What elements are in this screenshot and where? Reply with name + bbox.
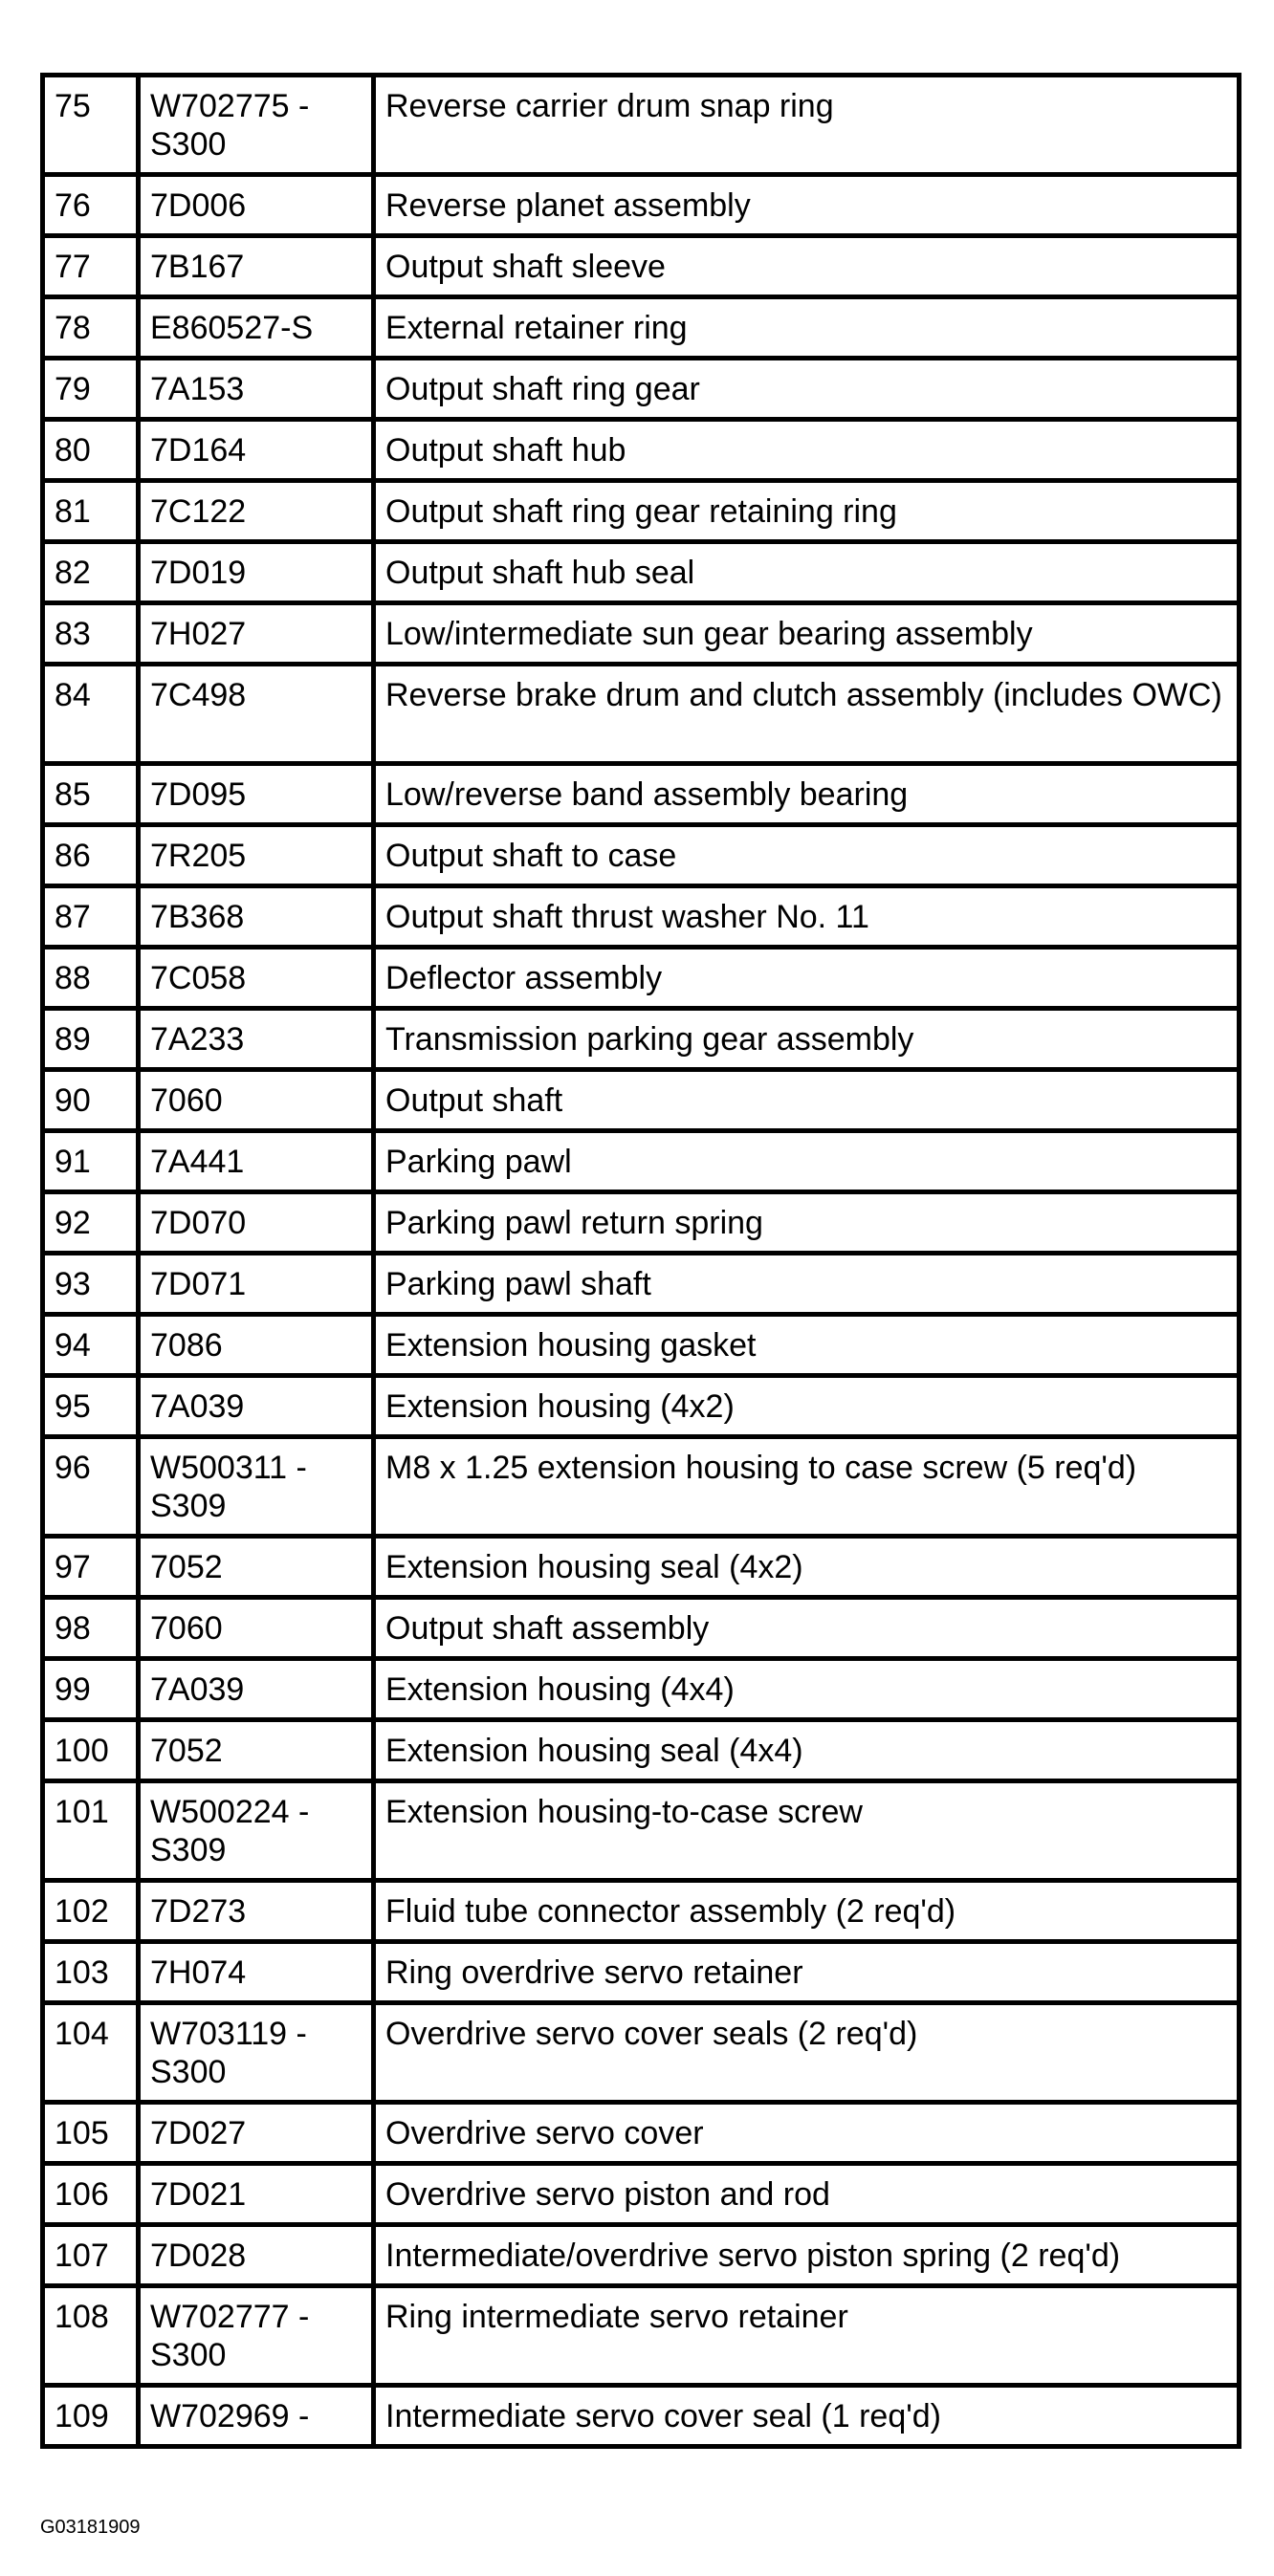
item-number: 80 [43,420,139,481]
item-number: 76 [43,175,139,236]
table-row [43,1659,1240,1720]
part-description: Ring overdrive servo retainer [374,1942,1240,2003]
part-number-line: 7D019 [150,555,247,591]
item-number: 95 [43,1376,139,1437]
table-row [43,1942,1240,2003]
part-number-line: 7D021 [150,2176,247,2213]
item-number: 101 [43,1781,139,1881]
part-number [139,2103,374,2164]
part-number-line: 7H074 [150,1954,247,1991]
item-number: 106 [43,2164,139,2225]
table-row [43,1537,1240,1598]
part-description: Overdrive servo cover [374,2103,1240,2164]
parts-table-body [43,76,1240,2447]
table-row [43,1070,1240,1131]
part-number-line: W500224 - [150,1794,310,1830]
table-row [43,297,1240,359]
item-number: 96 [43,1437,139,1537]
item-number: 94 [43,1315,139,1376]
item-number: 87 [43,886,139,948]
part-number-line: W702969 - [150,2398,310,2434]
part-number-line: 7A039 [150,1388,245,1425]
item-number: 107 [43,2225,139,2286]
part-number [139,1598,374,1659]
table-row [43,175,1240,236]
part-description: Output shaft hub seal [374,542,1240,603]
part-number-line: S309 [150,1832,227,1868]
part-number [139,297,374,359]
item-number: 86 [43,825,139,886]
part-number-line: 7A039 [150,1671,245,1708]
part-description: Parking pawl return spring [374,1192,1240,1254]
part-description: Output shaft ring gear retaining ring [374,481,1240,542]
part-number-line: S300 [150,2337,227,2373]
part-description: Intermediate servo cover seal (1 req'd) [374,2386,1240,2447]
table-row [43,2103,1240,2164]
table-row [43,2225,1240,2286]
item-number: 79 [43,359,139,420]
table-row [43,76,1240,175]
part-description: Reverse brake drum and clutch assembly (includes OWC) [374,665,1240,764]
part-number [139,665,374,764]
item-number: 85 [43,764,139,825]
item-number: 91 [43,1131,139,1192]
part-number-line: 7D006 [150,187,247,224]
table-row [43,420,1240,481]
table-row [43,2164,1240,2225]
part-number-line: W702777 - [150,2299,310,2335]
part-number [139,542,374,603]
item-number: 78 [43,297,139,359]
part-number [139,420,374,481]
part-number-line: W703119 - [150,2016,307,2052]
part-number-line: 7060 [150,1610,223,1647]
item-number: 93 [43,1254,139,1315]
part-number-line: E860527-S [150,310,314,346]
part-number [139,825,374,886]
item-number: 82 [43,542,139,603]
part-number [139,886,374,948]
part-number [139,236,374,297]
part-number-line: 7D164 [150,432,247,469]
table-row [43,2003,1240,2103]
table-row [43,1781,1240,1881]
item-number: 97 [43,1537,139,1598]
table-row [43,825,1240,886]
part-number-line: 7D273 [150,1893,247,1930]
table-row [43,1192,1240,1254]
part-number [139,2225,374,2286]
part-number [139,1659,374,1720]
item-number: 75 [43,76,139,175]
part-number [139,1315,374,1376]
table-row [43,2386,1240,2447]
part-number-line: 7A233 [150,1021,245,1058]
part-description: Extension housing gasket [374,1315,1240,1376]
table-row [43,886,1240,948]
item-number: 81 [43,481,139,542]
part-number-line: 7D095 [150,776,247,813]
part-description: Reverse carrier drum snap ring [374,76,1240,175]
part-number-line: 7060 [150,1082,223,1119]
part-number-line: 7C122 [150,493,247,530]
table-row [43,236,1240,297]
item-number: 89 [43,1009,139,1070]
table-row [43,359,1240,420]
item-number: 99 [43,1659,139,1720]
part-description: Output shaft hub [374,420,1240,481]
item-number: 105 [43,2103,139,2164]
part-number-line: W702775 - [150,88,310,124]
part-description: Extension housing (4x2) [374,1376,1240,1437]
part-description: Transmission parking gear assembly [374,1009,1240,1070]
part-description: Ring intermediate servo retainer [374,2286,1240,2386]
part-number-line: 7A441 [150,1144,245,1180]
item-number: 92 [43,1192,139,1254]
part-number [139,1131,374,1192]
part-number [139,76,374,175]
part-number [139,1254,374,1315]
part-number-line: 7R205 [150,838,247,874]
item-number: 77 [43,236,139,297]
part-description: Output shaft ring gear [374,359,1240,420]
parts-table [40,73,1241,2449]
part-number [139,1437,374,1537]
part-number-line: 7086 [150,1327,223,1364]
part-number [139,2386,374,2447]
part-description: Extension housing-to-case screw [374,1781,1240,1881]
part-number-line: 7H027 [150,616,247,652]
part-description: Parking pawl [374,1131,1240,1192]
part-number [139,1781,374,1881]
item-number: 100 [43,1720,139,1781]
table-row [43,1376,1240,1437]
part-description: Intermediate/overdrive servo piston spring (2 req'd) [374,2225,1240,2286]
table-row [43,1881,1240,1942]
part-number-line: 7D027 [150,2115,247,2151]
part-number-line: 7052 [150,1733,223,1769]
part-description: Output shaft [374,1070,1240,1131]
table-row [43,1598,1240,1659]
table-row [43,1131,1240,1192]
part-description: Low/reverse band assembly bearing [374,764,1240,825]
part-number-line: 7C058 [150,960,247,996]
part-description: Output shaft to case [374,825,1240,886]
item-number: 102 [43,1881,139,1942]
part-description: Low/intermediate sun gear bearing assembly [374,603,1240,665]
table-row [43,665,1240,764]
table-row [43,1315,1240,1376]
table-row [43,1009,1240,1070]
part-description: Overdrive servo cover seals (2 req'd) [374,2003,1240,2103]
table-row [43,603,1240,665]
part-description: Extension housing (4x4) [374,1659,1240,1720]
part-number-line: 7A153 [150,371,245,407]
item-number: 83 [43,603,139,665]
part-number [139,1537,374,1598]
item-number: 98 [43,1598,139,1659]
part-number [139,481,374,542]
part-description: Output shaft sleeve [374,236,1240,297]
table-row [43,481,1240,542]
part-number [139,1942,374,2003]
table-row [43,764,1240,825]
part-description: Output shaft thrust washer No. 11 [374,886,1240,948]
table-row [43,1720,1240,1781]
table-row [43,2286,1240,2386]
part-number-line: 7C498 [150,677,247,713]
part-number [139,2003,374,2103]
part-number-line: S300 [150,2054,227,2090]
item-number: 88 [43,948,139,1009]
part-number [139,1881,374,1942]
part-number [139,948,374,1009]
part-description: M8 x 1.25 extension housing to case screw (5 req'd) [374,1437,1240,1537]
part-description: Extension housing seal (4x4) [374,1720,1240,1781]
part-number [139,175,374,236]
part-description: Parking pawl shaft [374,1254,1240,1315]
part-description: Fluid tube connector assembly (2 req'd) [374,1881,1240,1942]
part-number [139,1070,374,1131]
part-number-line: S309 [150,1488,227,1524]
part-number-line: 7D070 [150,1205,247,1241]
table-row [43,948,1240,1009]
part-number [139,1192,374,1254]
part-number [139,1720,374,1781]
item-number: 90 [43,1070,139,1131]
part-number [139,1009,374,1070]
part-number-line: 7B167 [150,249,245,285]
table-row [43,1254,1240,1315]
part-number [139,1376,374,1437]
part-number-line: 7052 [150,1549,223,1585]
part-number [139,764,374,825]
part-description: External retainer ring [374,297,1240,359]
figure-id: G03181909 [40,2517,141,2538]
part-number [139,359,374,420]
part-description: Output shaft assembly [374,1598,1240,1659]
part-number [139,2164,374,2225]
table-row [43,542,1240,603]
part-number [139,2286,374,2386]
part-number-line: 7D028 [150,2238,247,2274]
part-number-line: 7D071 [150,1266,247,1302]
part-number-line: S300 [150,126,227,163]
part-description: Deflector assembly [374,948,1240,1009]
item-number: 104 [43,2003,139,2103]
item-number: 109 [43,2386,139,2447]
part-description: Extension housing seal (4x2) [374,1537,1240,1598]
part-description: Reverse planet assembly [374,175,1240,236]
item-number: 84 [43,665,139,764]
part-number-line: 7B368 [150,899,245,935]
table-row [43,1437,1240,1537]
item-number: 108 [43,2286,139,2386]
part-number-line: W500311 - [150,1450,307,1486]
part-number [139,603,374,665]
part-description: Overdrive servo piston and rod [374,2164,1240,2225]
item-number: 103 [43,1942,139,2003]
